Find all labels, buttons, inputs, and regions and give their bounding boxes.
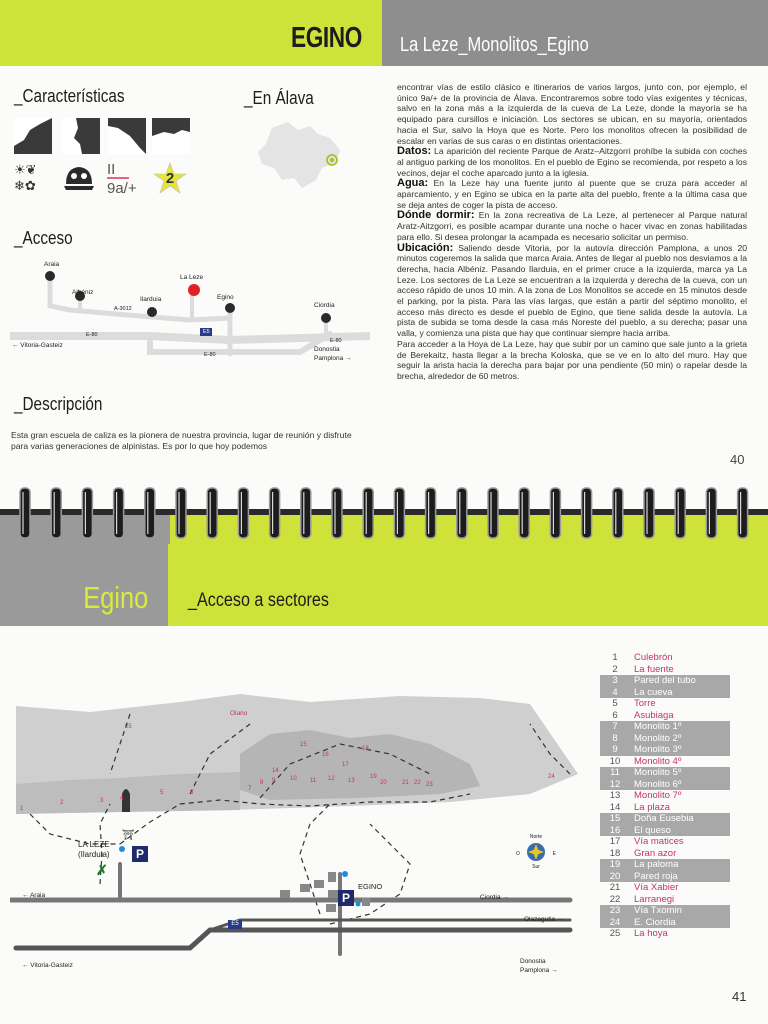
- sector-number: 8: [612, 732, 618, 744]
- label-olazagutia: Olazagutia →: [524, 916, 564, 923]
- spiral-ring: [332, 488, 342, 538]
- picnic-table-icon: ⛩: [122, 830, 135, 841]
- grade-range: [107, 162, 145, 196]
- svg-text:23: 23: [426, 782, 433, 788]
- sector-name: La cueva: [634, 686, 673, 698]
- sector-name: La plaza: [634, 801, 670, 813]
- descripcion-text: Esta gran escuela de caliza es la pionera de nuestra provincia, lugar de reunión y disfrute para varias generaciones de alpinistas. Es por lo que hoy podemos: [11, 430, 352, 451]
- sector-list-item: [600, 698, 730, 710]
- spiral-ring: [488, 488, 498, 538]
- label-ciordia: Ciordia: [314, 302, 335, 309]
- svg-text:4: 4: [120, 796, 124, 802]
- araia-marker: [45, 271, 55, 281]
- page-header: [0, 0, 768, 66]
- agua-label: Agua:: [397, 177, 429, 190]
- parking-icon-egino: P: [338, 890, 354, 906]
- page-number: 40: [730, 452, 745, 467]
- dormir-label: Dónde dormir:: [397, 209, 475, 222]
- compass-icon: [526, 842, 546, 862]
- grade-max: 9a/+: [107, 180, 137, 197]
- sector-list-item: [600, 825, 730, 837]
- svg-text:25: 25: [125, 724, 132, 730]
- vertical-wall-icon: [62, 118, 100, 154]
- label-olano: Olano: [230, 710, 248, 717]
- sector-list-item: [600, 928, 730, 940]
- roof-icon: [152, 118, 190, 154]
- svg-text:21: 21: [402, 780, 409, 786]
- spiral-ring: [207, 488, 217, 538]
- sector-list-item: [600, 802, 730, 814]
- label-egino: EGINO: [358, 882, 383, 891]
- sector-list-item: [600, 710, 730, 722]
- header-grey-band: [0, 544, 168, 626]
- sector-number: 12: [609, 778, 621, 790]
- label-la-leze: La Leze: [180, 274, 204, 281]
- label-araia: Araia: [44, 261, 60, 268]
- sector-number: 11: [610, 767, 620, 778]
- sector-number: 20: [609, 870, 621, 882]
- svg-text:7: 7: [248, 786, 252, 792]
- label-vitoria: ← Vitoria-Gasteiz: [12, 342, 63, 349]
- sector-name: Gran azor: [634, 847, 677, 859]
- overhang-icon: [108, 118, 146, 154]
- sector-number: 6: [612, 709, 618, 721]
- svg-text:17: 17: [342, 762, 349, 768]
- svg-text:11: 11: [310, 778, 317, 784]
- helmet-icon: [62, 162, 96, 196]
- la-leze-marker: [188, 284, 200, 296]
- spiral-ring: [613, 488, 623, 538]
- label-ilarduia: Ilarduia: [140, 296, 162, 303]
- sector-list-item: [600, 744, 730, 756]
- sector-number: 10: [609, 755, 621, 767]
- sector-name: Culebrón: [634, 652, 673, 663]
- intro-paragraph: encontrar vías de estilo clásico e itinerarios de varios largos, junto con, por ejemplo, el único 9a/+ de la provincia de Álava. Encontraremos sobre todo vías exigentes y técnicas, salvo en la zona más a la izquierda de la cueva de La Leze, donde la mayoría se ha equipado para cursillos e iniciación. Los sectores se ubican, en su mayoría, orientados hacia el Sur, salvo la Hoya que es Norte. Pero los monolitos ofrecen la posibilidad de escalar en varias de sus caras o en distintas orientaciones.: [397, 82, 747, 146]
- sector-number: 3: [612, 675, 618, 686]
- snow-icon: ❄: [14, 178, 25, 193]
- svg-text:3: 3: [100, 798, 104, 804]
- agua-paragraph: [397, 178, 747, 210]
- sector-list-item: [600, 813, 730, 825]
- page-41: [0, 544, 768, 1024]
- spiral-ring: [176, 488, 186, 538]
- spiral-ring: [363, 488, 373, 538]
- label-pamplona: Pamplona →: [520, 967, 558, 974]
- compass-south: Sur: [532, 864, 540, 870]
- svg-text:24: 24: [548, 774, 555, 780]
- sector-number: 17: [609, 836, 621, 847]
- label-araia: ← Araia: [22, 892, 46, 899]
- svg-text:1: 1: [20, 806, 24, 812]
- sector-number: 7: [612, 721, 618, 732]
- spiral-ring: [426, 488, 436, 538]
- label-albeniz: Albéniz: [72, 289, 94, 296]
- sector-number: 19: [609, 859, 621, 870]
- label-la-leze: LA LEZE: [78, 840, 110, 849]
- svg-text:12: 12: [328, 776, 335, 782]
- sector-list-item: [600, 687, 730, 699]
- svg-text:9: 9: [272, 778, 276, 784]
- datos-text: La aparición del reciente Parque de Aratz–Aitzgorri prohíbe la subida con coches al antiguo parking de los monolitos. En el pueblo de Egino se recomienda, por respeto a los vecinos, dejar el coche aparcado junto a la iglesia.: [397, 146, 747, 178]
- sector-list-item: [600, 790, 730, 802]
- sun-icon: ☀: [14, 162, 26, 177]
- ubicacion-paragraph: [397, 243, 747, 339]
- fountain-marker: [119, 846, 125, 852]
- sector-name: Doña Eusebia: [634, 813, 694, 824]
- agua-text: En la Leze hay una fuente junto al puente que se cruza para acceder al aparcamiento, y en Egino se ubica en la parte alta del pueblo, frente a la última casa que se deja antes de coger la pista de acceso.: [397, 178, 747, 210]
- slab-icon: [14, 118, 52, 154]
- sector-name: Monolito 1º: [634, 721, 682, 732]
- sector-number: 14: [609, 801, 621, 813]
- datos-label: Datos:: [397, 145, 432, 158]
- label-ciordia: Ciordia →: [480, 894, 509, 901]
- sector-name: Pared del tubo: [634, 675, 696, 686]
- sector-list-item: [600, 779, 730, 791]
- sector-name: Vía Txomin: [634, 905, 682, 916]
- heading-descripcion: _Descripción: [14, 394, 103, 414]
- sector-list-item: [600, 848, 730, 860]
- svg-text:19: 19: [370, 774, 377, 780]
- spiral-ring: [457, 488, 467, 538]
- sector-list-item: [600, 675, 730, 687]
- season-icon: [14, 162, 50, 196]
- sector-name: Monolito 3º: [634, 744, 682, 755]
- spiral-ring: [644, 488, 654, 538]
- spiral-ring: [20, 488, 30, 538]
- spiral-ring: [706, 488, 716, 538]
- sector-number: 23: [609, 905, 621, 916]
- sector-list-item: [600, 871, 730, 883]
- sector-name: Monolito 2º: [634, 732, 682, 744]
- label-egino: Egino: [217, 294, 234, 301]
- heading-caracteristicas: _Características: [14, 86, 125, 106]
- page-subtitle: La Leze_Monolitos_Egino: [400, 34, 589, 56]
- page-title: Egino: [82, 580, 148, 615]
- label-e80-a: E-80: [86, 332, 98, 338]
- sector-number: 16: [609, 824, 621, 836]
- spiral-ring: [738, 488, 748, 538]
- sector-number: 5: [612, 698, 618, 709]
- sector-number: 15: [609, 813, 621, 824]
- spiral-rings: [0, 482, 768, 544]
- sector-name: La fuente: [634, 663, 674, 675]
- sector-number: 2: [612, 663, 618, 675]
- e5-sign: E5: [228, 920, 242, 929]
- spiral-ring: [550, 488, 560, 538]
- label-e5: E5: [203, 329, 210, 335]
- sector-number: 1: [612, 652, 618, 663]
- sector-name: E. Ciordia: [634, 916, 676, 928]
- sector-list-item: [600, 905, 730, 917]
- dormir-text: En la zona recreativa de La Leze, al pertenecer al Parque natural Aratz-Aitzgorri, es posible acampar durante una noche o hacer vivac en zonas habilitadas para ello. Si desea prolongar la acampada es necesario solicitar un permiso.: [397, 210, 747, 242]
- sector-list-item: [600, 721, 730, 733]
- spiral-binding: [0, 482, 768, 544]
- sector-list-item: [600, 836, 730, 848]
- sector-name: Pared roja: [634, 870, 678, 882]
- label-e80-c: E-80: [330, 338, 342, 344]
- svg-text:6: 6: [190, 790, 194, 796]
- sector-map: [10, 694, 590, 984]
- picnic-cross-icon: ✗: [96, 862, 108, 878]
- label-e80-b: E-80: [204, 352, 216, 358]
- page-title: EGINO: [291, 22, 362, 54]
- sector-list-item: [600, 767, 730, 779]
- sector-name: El queso: [634, 824, 671, 836]
- label-a3012: A-3012: [114, 306, 132, 312]
- sector-name: La hoya: [634, 928, 668, 939]
- sector-list-item: [600, 756, 730, 768]
- sector-name: Larranegi: [634, 893, 675, 905]
- dormir-paragraph: [397, 210, 747, 242]
- label-la-leze-sub: (Ilarduia): [78, 850, 110, 859]
- sector-name: Monolito 7º: [634, 790, 682, 801]
- header-right-band: [382, 0, 768, 66]
- spiral-ring: [519, 488, 529, 538]
- spiral-ring: [394, 488, 404, 538]
- label-donostia: Donostia: [520, 958, 546, 965]
- flower-icon: ✿: [24, 178, 36, 193]
- sector-list: [600, 652, 730, 940]
- sector-number: 13: [609, 790, 621, 801]
- leaf-icon: ❦: [25, 162, 37, 177]
- hoya-paragraph: Para acceder a la Hoya de La Leze, hay que subir por un camino que sale junto a la grieta de Berekaitz, hasta llegar a la brecha Koloska, que se ve en lo alto del muro. Hay que seguir la arista hacia la derecha para bajar por una pendiente (50 min) o rapelar desde la brecha, alrededor de 60 metros.: [397, 338, 747, 381]
- spiral-ring: [51, 488, 61, 538]
- sector-name: Torre: [634, 698, 656, 709]
- spiral-ring: [301, 488, 311, 538]
- compass-rose: [516, 834, 556, 878]
- compass-west: O: [516, 851, 520, 857]
- sector-list-item: [600, 859, 730, 871]
- spiral-ring: [82, 488, 92, 538]
- page-subtitle: _Acceso a sectores: [188, 590, 329, 611]
- sector-name: Monolito 6º: [634, 778, 682, 790]
- header-left-band: [0, 0, 382, 66]
- svg-text:10: 10: [290, 776, 297, 782]
- alava-locator-map: [252, 118, 352, 198]
- page-40: [0, 0, 768, 482]
- main-body-text: [397, 82, 747, 382]
- sector-name: La paloma: [634, 859, 679, 870]
- label-pamplona: Pamplona →: [314, 355, 352, 362]
- sector-list-item: [600, 664, 730, 676]
- svg-text:16: 16: [322, 752, 329, 758]
- ciordia-marker: [321, 313, 331, 323]
- sector-list-item: [600, 733, 730, 745]
- svg-text:8: 8: [260, 780, 264, 786]
- page-number: 41: [732, 989, 747, 1004]
- svg-text:13: 13: [348, 778, 355, 784]
- parking-icon: P: [132, 846, 148, 862]
- sector-number: 24: [609, 916, 621, 928]
- label-donostia: Donostia: [314, 346, 340, 353]
- sector-number: 21: [609, 882, 621, 893]
- fountain-marker-egino: [342, 871, 348, 877]
- svg-text:15: 15: [300, 742, 307, 748]
- spiral-ring: [114, 488, 124, 538]
- compass-east: E: [552, 851, 556, 857]
- sector-list-item: [600, 917, 730, 929]
- egino-marker: [225, 303, 235, 313]
- heading-acceso: _Acceso: [14, 228, 73, 248]
- compass-north: Norte: [529, 834, 543, 840]
- star-badge: [152, 162, 188, 196]
- sector-number: 18: [609, 847, 621, 859]
- sector-list-item: [600, 652, 730, 664]
- sector-name: Asubiaga: [634, 709, 674, 721]
- sector-number: 25: [609, 928, 621, 939]
- label-vitoria: ← Vitoria-Gasteiz: [22, 962, 73, 969]
- spiral-ring: [582, 488, 592, 538]
- datos-paragraph: [397, 146, 747, 178]
- heading-en-alava: _En Álava: [244, 88, 314, 108]
- sector-name: Vía matices: [634, 836, 684, 847]
- spiral-ring: [145, 488, 155, 538]
- svg-text:2: 2: [60, 800, 64, 806]
- ubicacion-label: Ubicación:: [397, 241, 454, 254]
- sector-list-item: [600, 894, 730, 906]
- star-badge-number: 2: [165, 170, 175, 187]
- svg-text:22: 22: [414, 780, 421, 786]
- sector-list-item: [600, 882, 730, 894]
- header-lime-band: [168, 544, 768, 626]
- sector-name: Monolito 4º: [634, 755, 682, 767]
- sector-name: Vía Xabier: [634, 882, 679, 893]
- sector-number: 4: [612, 686, 618, 698]
- sector-name: Monolito 5º: [634, 767, 682, 778]
- svg-text:14: 14: [272, 768, 279, 774]
- ilarduia-marker: [147, 307, 157, 317]
- spiral-ring: [238, 488, 248, 538]
- svg-text:18: 18: [362, 746, 369, 752]
- ubicacion-text: Saliendo desde Vitoria, por la autovía dirección Pamplona, a unos 20 minutos cogeremos la salida que marca Araia. Antes de llegar al pueblo nos desviamos a la derecha, hacia Albéniz. Pasando Ilarduia, en el primer cruce a la izquierda, marca ya La Leze. Los sectores de La Leze se encuentran a la izquierda y derecha de la cueva, con un acceso rápido de unos 10 min. A la zona de Los Monolitos se accede en 15 minutos desde el parking, por la pista. Para las vías largas, que están a partir del séptimo monolito, el acceso más directo es desde el pueblo de Egino, que tiene salida desde la autovía. La pista de subida se toma desde la casa más Noreste del pueblo, a su derecha; pasar una valla, y comienza una pista que hay que continuar siempre hacia arriba.: [397, 242, 747, 339]
- grade-min: II: [107, 162, 129, 179]
- spiral-ring: [675, 488, 685, 538]
- svg-text:5: 5: [160, 790, 164, 796]
- sector-number: 9: [612, 744, 618, 755]
- svg-text:20: 20: [380, 780, 387, 786]
- sector-number: 22: [609, 893, 621, 905]
- spiral-ring: [270, 488, 280, 538]
